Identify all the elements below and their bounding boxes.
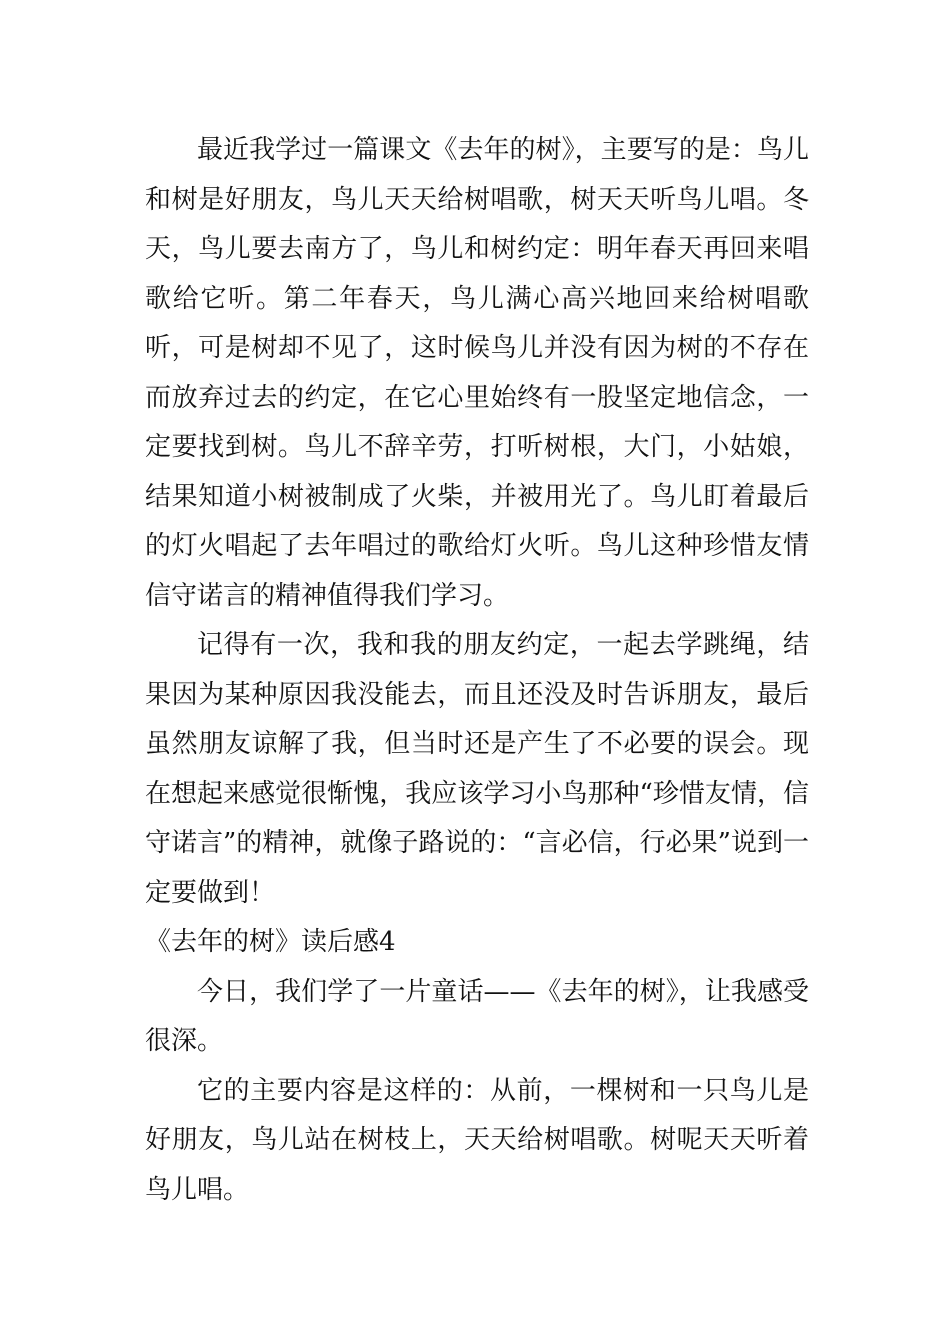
paragraph-summary: 最近我学过一篇课文《去年的树》，主要写的是：鸟儿和树是好朋友，鸟儿天天给树唱歌，树天天听鸟儿唱。冬天，鸟儿要去南方了，鸟儿和树约定：明年春天再回来唱歌给它听。第二年春天，鸟儿满心高兴地回来给树唱歌听，可是树却不见了，这时候鸟儿并没有因为树的不存在而放弃过去的约定，在它心里始终有一股坚定地信念，一定要找到树。鸟儿不辞辛劳，打听树根，大门，小姑娘，结果知道小树被制成了火柴，并被用光了。鸟儿盯着最后的灯火唱起了去年唱过的歌给灯火听。鸟儿这种珍惜友情信守诺言的精神值得我们学习。: [145, 135, 809, 611]
document-body: [145, 126, 809, 1215]
section-title: 《去年的树》读后感4: [145, 927, 396, 957]
paragraph-personal-story: 记得有一次，我和我的朋友约定，一起去学跳绳，结果因为某种原因我没能去，而且还没及时告诉朋友，最后虽然朋友谅解了我，但当时还是产生了不必要的误会。现在想起来感觉很惭愧，我应该学习小鸟那种“珍惜友情，信守诺言”的精神，就像子路说的：“言必信，行必果”说到一定要做到！: [145, 630, 809, 908]
paragraph-main-content: 它的主要内容是这样的：从前，一棵树和一只鸟儿是好朋友，鸟儿站在树枝上，天天给树唱歌。树呢天天听着鸟儿唱。: [145, 1075, 809, 1205]
paragraph-intro: 今日，我们学了一片童话——《去年的树》，让我感受很深。: [145, 976, 809, 1056]
